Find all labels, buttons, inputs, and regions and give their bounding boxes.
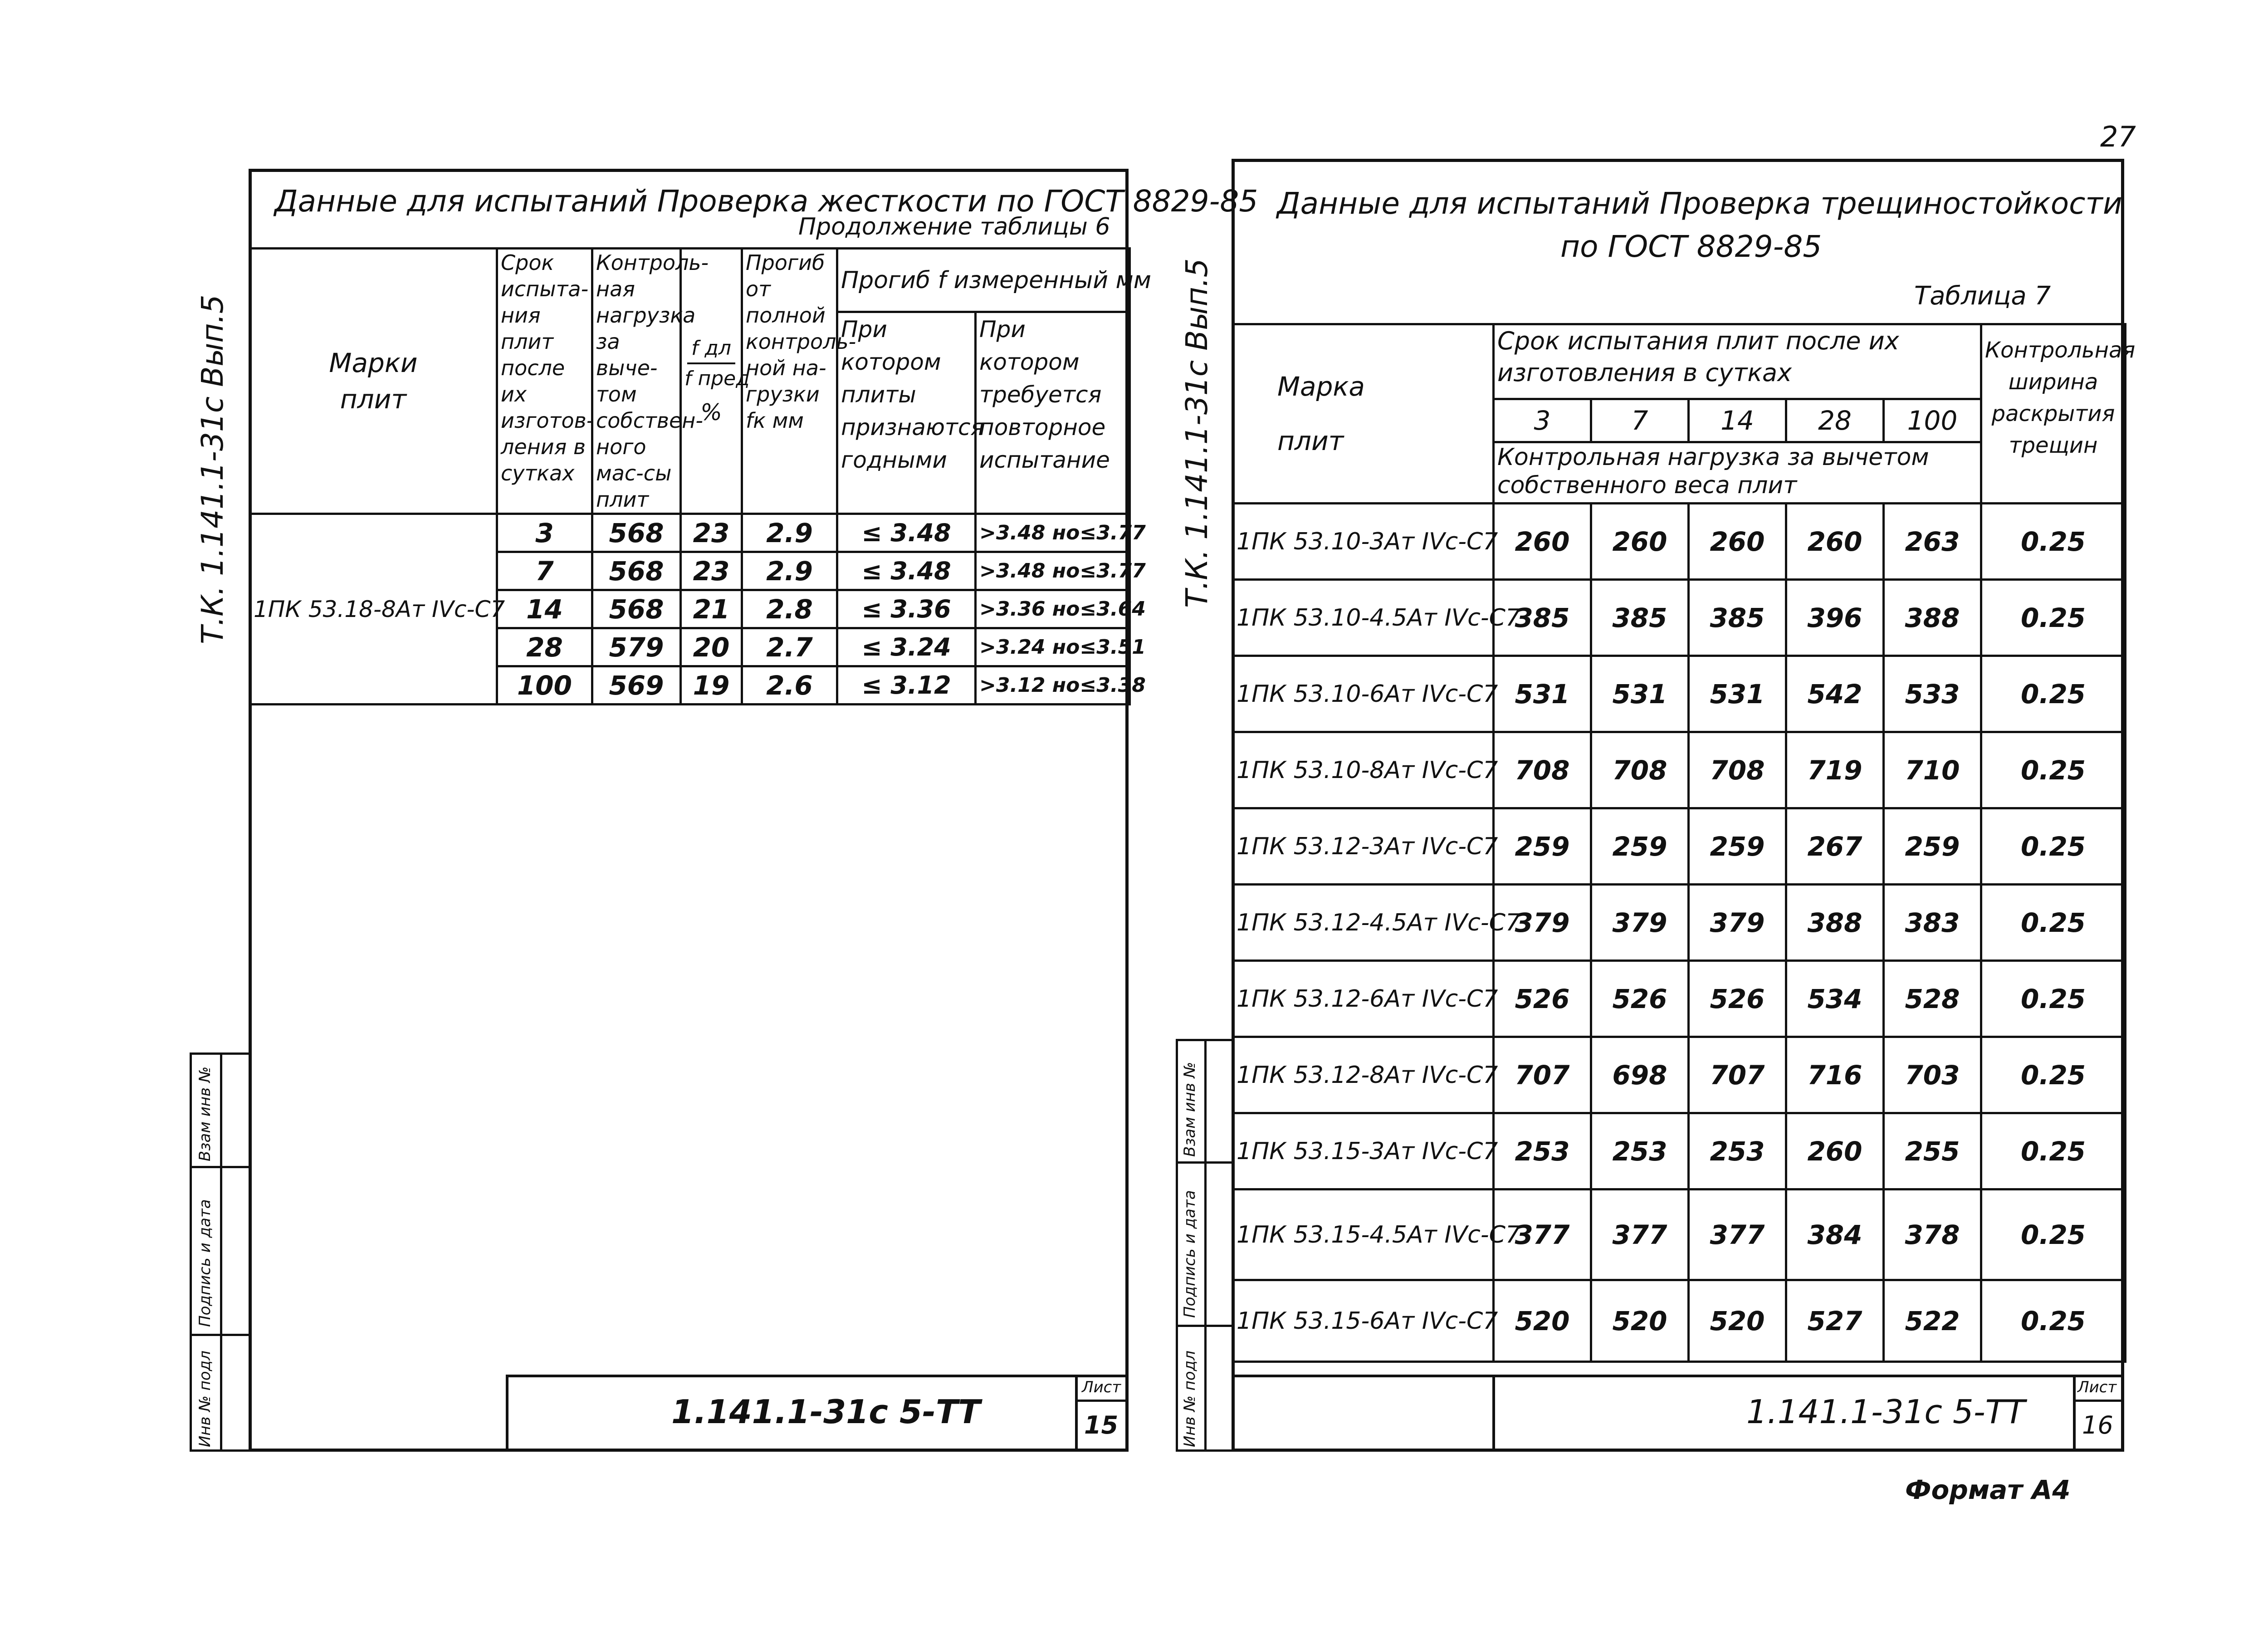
right-cell: 527 <box>1786 1280 1884 1362</box>
right-cell: 531 <box>1689 656 1786 732</box>
right-mark-cell: 1ПК 53.10-6Ат IVс-С7 <box>1233 656 1494 732</box>
right-cell: 263 <box>1884 504 1981 580</box>
right-cell: 377 <box>1689 1189 1786 1280</box>
right-cell: 260 <box>1786 1113 1884 1189</box>
right-cell-width: 0.25 <box>1981 808 2126 885</box>
left-header-mark: Марки плит <box>250 249 497 514</box>
left-cell-acc: ≤ 3.12 <box>837 666 976 705</box>
right-cell-width: 0.25 <box>1981 885 2126 961</box>
right-row <box>1233 1189 2126 1280</box>
right-cell: 520 <box>1591 1280 1689 1362</box>
right-cell: 388 <box>1786 885 1884 961</box>
right-cell: 531 <box>1591 656 1689 732</box>
right-cell: 259 <box>1494 808 1591 885</box>
format-label: Формат А4 <box>1905 1474 2071 1505</box>
right-row <box>1233 732 2126 808</box>
right-cell: 526 <box>1591 961 1689 1037</box>
right-cell: 379 <box>1494 885 1591 961</box>
right-cell-width: 0.25 <box>1981 732 2126 808</box>
left-cell-defl: 2.9 <box>742 552 837 590</box>
left-cell-term: 3 <box>497 514 592 552</box>
right-header-day: 28 <box>1786 399 1884 442</box>
right-cell: 388 <box>1884 580 1981 656</box>
left-cell-term: 28 <box>497 628 592 666</box>
left-stamp-label: Взам инв № <box>196 1066 214 1161</box>
right-sheet-number: 16 <box>2082 1411 2113 1439</box>
left-sheet-label: Лист <box>1082 1378 1121 1396</box>
right-mark-cell: 1ПК 53.12-3Ат IVс-С7 <box>1233 808 1494 885</box>
left-cell-ret: >3.48 но≤3.77 <box>976 514 1130 552</box>
left-cell-term: 7 <box>497 552 592 590</box>
right-cell: 260 <box>1689 504 1786 580</box>
left-cell-load: 568 <box>592 590 681 628</box>
right-cell: 716 <box>1786 1037 1884 1113</box>
left-row <box>250 514 1130 552</box>
left-cell-load: 579 <box>592 628 681 666</box>
right-mark-cell: 1ПК 53.10-3Ат IVс-С7 <box>1233 504 1494 580</box>
left-header-deflection: Прогиб от полной контроль-ной на-грузки fк мм <box>742 249 837 514</box>
right-cell: 522 <box>1884 1280 1981 1362</box>
right-cell: 531 <box>1494 656 1591 732</box>
left-cell-defl: 2.6 <box>742 666 837 705</box>
right-cell-width: 0.25 <box>1981 1037 2126 1113</box>
right-cell: 708 <box>1689 732 1786 808</box>
right-row <box>1233 808 2126 885</box>
right-table-label: Таблица 7 <box>1914 281 2051 311</box>
left-header-accepted: При котором плиты признаются годными <box>837 312 976 514</box>
right-cell: 383 <box>1884 885 1981 961</box>
right-row <box>1233 1113 2126 1189</box>
right-cell: 710 <box>1884 732 1981 808</box>
right-cell: 267 <box>1786 808 1884 885</box>
left-cell-ret: >3.24 но≤3.51 <box>976 628 1130 666</box>
right-cell: 259 <box>1689 808 1786 885</box>
right-cell: 377 <box>1591 1189 1689 1280</box>
right-side-code: Т.К. 1.141.1-31с Вып.5 <box>1179 258 1214 608</box>
right-cell: 253 <box>1494 1113 1591 1189</box>
right-row <box>1233 580 2126 656</box>
left-subtitle: Продолжение таблицы 6 <box>798 213 1110 240</box>
right-row <box>1233 656 2126 732</box>
right-cell: 253 <box>1591 1113 1689 1189</box>
left-cell-acc: ≤ 3.36 <box>837 590 976 628</box>
left-cell-ret: >3.48 но≤3.77 <box>976 552 1130 590</box>
right-mark-cell: 1ПК 53.10-8Ат IVс-С7 <box>1233 732 1494 808</box>
right-mark-cell: 1ПК 53.15-4.5Ат IVс-С7 <box>1233 1189 1494 1280</box>
left-cell-ret: >3.36 но≤3.64 <box>976 590 1130 628</box>
left-cell-ratio: 21 <box>681 590 742 628</box>
left-cell-acc: ≤ 3.24 <box>837 628 976 666</box>
right-cell: 385 <box>1591 580 1689 656</box>
left-header-measured: Прогиб f измеренный мм <box>837 249 1130 312</box>
right-cell: 259 <box>1591 808 1689 885</box>
right-stamp-label: Взам инв № <box>1181 1062 1199 1157</box>
right-cell-width: 0.25 <box>1981 1189 2126 1280</box>
left-doc-code: 1.141.1-31с 5-ТТ <box>671 1393 981 1431</box>
right-cell: 260 <box>1786 504 1884 580</box>
left-cell-defl: 2.9 <box>742 514 837 552</box>
right-cell: 526 <box>1689 961 1786 1037</box>
left-header-retest: При котором требуется повторное испытание <box>976 312 1130 514</box>
right-doc-code: 1.141.1-31с 5-ТТ <box>1746 1393 2025 1431</box>
right-cell: 698 <box>1591 1037 1689 1113</box>
left-table <box>249 247 1151 705</box>
left-cell-ratio: 20 <box>681 628 742 666</box>
right-row <box>1233 885 2126 961</box>
left-sheet-number: 15 <box>1084 1411 1119 1439</box>
right-cell: 520 <box>1689 1280 1786 1362</box>
left-header-ratio: f дл f пред % <box>681 249 742 514</box>
right-header-day: 14 <box>1689 399 1786 442</box>
right-cell: 707 <box>1494 1037 1591 1113</box>
right-cell-width: 0.25 <box>1981 961 2126 1037</box>
right-stamp-label: Инв № подл <box>1181 1351 1199 1447</box>
right-cell-width: 0.25 <box>1981 580 2126 656</box>
right-header-crack: Контрольная ширина раскрытия трещин <box>1981 324 2126 504</box>
right-title-block <box>1492 1375 1495 1452</box>
right-row <box>1233 961 2126 1037</box>
right-cell: 708 <box>1494 732 1591 808</box>
right-cell: 379 <box>1689 885 1786 961</box>
right-cell: 385 <box>1494 580 1591 656</box>
right-cell: 384 <box>1786 1189 1884 1280</box>
right-title-line2: по ГОСТ 8829-85 <box>1560 229 1822 264</box>
left-header-load: Контроль-ная нагрузка за выче-том собствен-ного мас-сы плит <box>592 249 681 514</box>
right-table <box>1232 323 2136 1363</box>
right-cell-width: 0.25 <box>1981 1113 2126 1189</box>
right-cell: 260 <box>1494 504 1591 580</box>
left-cell-load: 568 <box>592 514 681 552</box>
right-title-line1: Данные для испытаний Проверка трещиностойкости <box>1277 186 2122 221</box>
left-cell-ratio: 23 <box>681 514 742 552</box>
right-cell: 260 <box>1591 504 1689 580</box>
right-mark-cell: 1ПК 53.10-4.5Ат IVс-С7 <box>1233 580 1494 656</box>
left-cell-load: 569 <box>592 666 681 705</box>
left-cell-ret: >3.12 но≤3.38 <box>976 666 1130 705</box>
left-cell-load: 568 <box>592 552 681 590</box>
right-header-term: Срок испытания плит после их изготовления в сутках <box>1494 324 1981 399</box>
right-row <box>1233 504 2126 580</box>
left-cell-defl: 2.8 <box>742 590 837 628</box>
right-sheet-label: Лист <box>2077 1378 2117 1396</box>
right-cell: 708 <box>1591 732 1689 808</box>
left-cell-term: 14 <box>497 590 592 628</box>
right-mark-cell: 1ПК 53.15-3Ат IVс-С7 <box>1233 1113 1494 1189</box>
left-stamp-label: Инв № подл <box>196 1351 214 1447</box>
left-mark-cell: 1ПК 53.18-8Ат IVс-С7 <box>250 514 497 705</box>
left-cell-ratio: 23 <box>681 552 742 590</box>
right-mark-cell: 1ПК 53.15-6Ат IVс-С7 <box>1233 1280 1494 1362</box>
left-cell-acc: ≤ 3.48 <box>837 514 976 552</box>
right-cell: 526 <box>1494 961 1591 1037</box>
right-cell: 379 <box>1591 885 1689 961</box>
left-cell-acc: ≤ 3.48 <box>837 552 976 590</box>
right-cell: 253 <box>1689 1113 1786 1189</box>
left-title: Данные для испытаний Проверка жесткости по ГОСТ 8829-85 <box>274 184 1258 219</box>
right-cell-width: 0.25 <box>1981 656 2126 732</box>
right-header-mark: Марка плит <box>1233 324 1494 504</box>
right-mark-cell: 1ПК 53.12-8Ат IVс-С7 <box>1233 1037 1494 1113</box>
right-cell: 377 <box>1494 1189 1591 1280</box>
right-cell: 534 <box>1786 961 1884 1037</box>
right-header-day: 7 <box>1591 399 1689 442</box>
right-cell-width: 0.25 <box>1981 1280 2126 1362</box>
left-cell-ratio: 19 <box>681 666 742 705</box>
right-cell: 542 <box>1786 656 1884 732</box>
right-header-day: 100 <box>1884 399 1981 442</box>
right-mark-cell: 1ПК 53.12-6Ат IVс-С7 <box>1233 961 1494 1037</box>
right-stamp-label: Подпись и дата <box>1181 1190 1199 1318</box>
right-cell: 520 <box>1494 1280 1591 1362</box>
right-cell: 719 <box>1786 732 1884 808</box>
right-cell: 385 <box>1689 580 1786 656</box>
right-cell: 533 <box>1884 656 1981 732</box>
right-cell: 378 <box>1884 1189 1981 1280</box>
right-cell: 707 <box>1689 1037 1786 1113</box>
right-header-load: Контрольная нагрузка за вычетом собственного веса плит <box>1494 442 1981 504</box>
left-header-term: Срок испыта-ния плит после их изготов-ления в сутках <box>497 249 592 514</box>
right-cell: 528 <box>1884 961 1981 1037</box>
right-header-day: 3 <box>1494 399 1591 442</box>
right-row <box>1233 1037 2126 1113</box>
left-side-code: Т.К. 1.141.1-31с Вып.5 <box>195 294 230 644</box>
page-number: 27 <box>2100 120 2136 153</box>
right-mark-cell: 1ПК 53.12-4.5Ат IVс-С7 <box>1233 885 1494 961</box>
right-cell-width: 0.25 <box>1981 504 2126 580</box>
left-cell-term: 100 <box>497 666 592 705</box>
right-cell: 255 <box>1884 1113 1981 1189</box>
right-cell: 396 <box>1786 580 1884 656</box>
right-cell: 703 <box>1884 1037 1981 1113</box>
right-row <box>1233 1280 2126 1362</box>
left-stamp-label: Подпись и дата <box>196 1199 214 1327</box>
right-cell: 259 <box>1884 808 1981 885</box>
left-cell-defl: 2.7 <box>742 628 837 666</box>
